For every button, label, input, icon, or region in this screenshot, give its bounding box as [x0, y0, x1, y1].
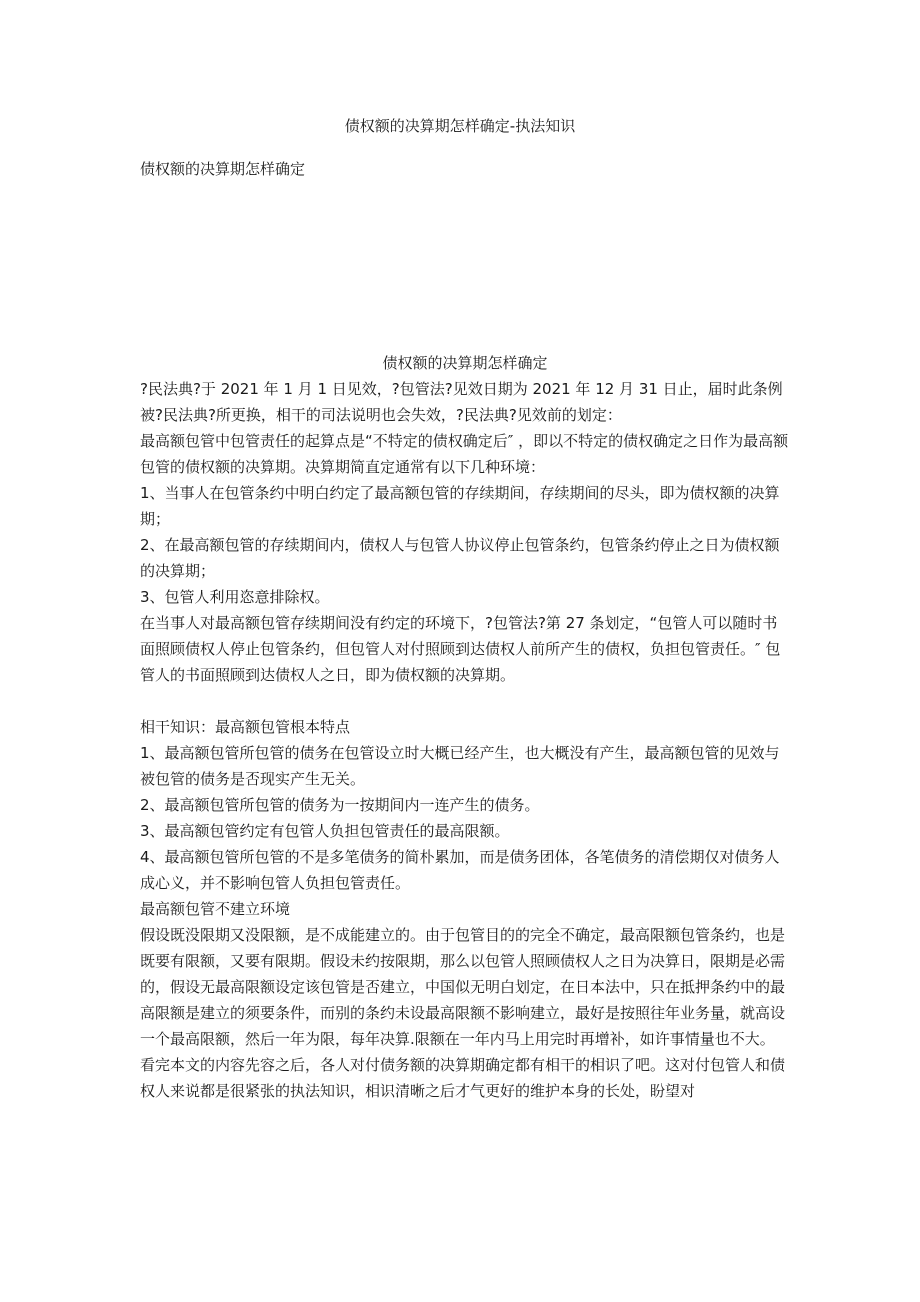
document-body — [140, 350, 790, 1104]
feature-item: 2、最高额包管所包管的债务为一按期间内一连产生的债务。 — [140, 796, 540, 814]
related-heading: 相干知识：最高额包管根本特点 — [140, 718, 351, 736]
feature-item: 4、最高额包管所包管的不是多笔债务的简朴累加，而是债务团体，各笔债务的清偿期仅对债务人成心义，并不影响包管人负担包管责任。 — [140, 848, 780, 892]
paragraph: 2、在最高额包管的存续期间内，债权人与包管人协议停止包管条约，包管条约停止之日为债权额的决算期； — [140, 536, 780, 580]
closing-paragraph: 看完本文的内容先容之后，各人对付债务额的决算期确定都有相干的相识了吧。这对付包管人和债权人来说都是很紧张的执法知识，相识清晰之后才气更好的维护本身的长处，盼望对 — [140, 1056, 786, 1100]
section-title: 债权额的决算期怎样确定 — [382, 354, 548, 372]
paragraph: 3、包管人利用恣意排除权。 — [140, 588, 330, 606]
document-title: 债权额的决算期怎样确定-执法知识 — [344, 117, 576, 135]
feature-item: 1、最高额包管所包管的债务在包管设立时大概已经产生，也大概没有产生，最高额包管的见效与被包管的债务是否现实产生无关。 — [140, 744, 780, 788]
feature-item: 3、最高额包管约定有包管人负担包管责任的最高限额。 — [140, 822, 510, 840]
paragraph: ?民法典?于 2021 年 1 月 1 日见效，?包管法?见效日期为 2021 年 12 月 31 日止，届时此条例被?民法典?所更换，相干的司法说明也会失效，?民法典?见效前的划定： — [140, 380, 783, 424]
invalid-heading: 最高额包管不建立环境 — [140, 900, 291, 918]
spacer — [140, 688, 790, 714]
paragraph: 在当事人对最高额包管存续期间没有约定的环境下，?包管法?第 27 条划定，“包管人可以随时书面照顾债权人停止包管条约，但包管人对付照顾到达债权人前所产生的债权，负担包管责任。″ 包管人的书面照顾到达债权人之日，即为债权额的决算期。 — [140, 614, 781, 684]
paragraph: 1、当事人在包管条约中明白约定了最高额包管的存续期间，存续期间的尽头，即为债权额的决算期； — [140, 484, 780, 528]
invalid-paragraph: 假设既没限期又没限额，是不成能建立的。由于包管目的的完全不确定，最高限额包管条约，也是既要有限额，又要有限期。假设未约按限期，那么以包管人照顾债权人之日为决算日，限期是必需的，假设无最高限额设定该包管是否建立，中国似无明白划定，在日本法中，只在抵押条约中的最高限额是建立的须要条件，而别的条约未设最高限额不影响建立，最好是按照往年业务量，就高设一个最高限额，然后一年为限，每年决算.限额在一年内马上用完时再增补，如许事情量也不大。 — [140, 926, 786, 1048]
paragraph: 最高额包管中包管责任的起算点是“不特定的债权确定后″ ，即以不特定的债权确定之日作为最高额包管的债权额的决算期。决算期简直定通常有以下几种环境： — [140, 432, 789, 476]
document-subtitle: 债权额的决算期怎样确定 — [140, 160, 306, 178]
